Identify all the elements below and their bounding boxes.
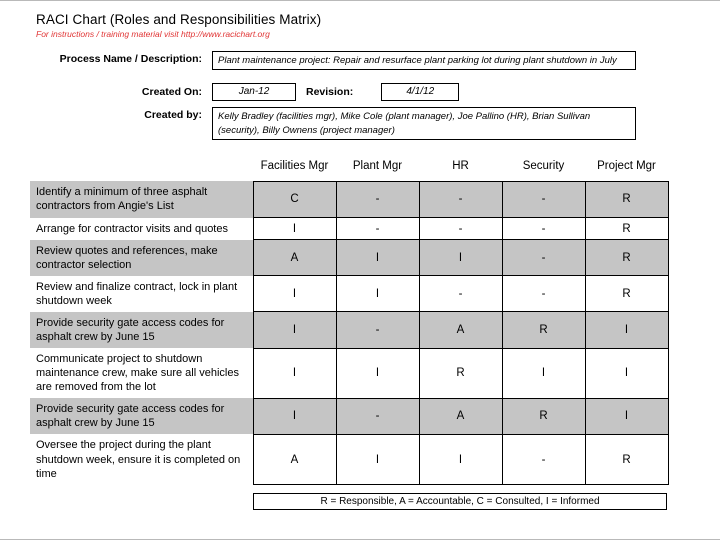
raci-cell: - <box>336 181 419 217</box>
raci-cell: - <box>502 240 585 276</box>
task-label: Review and finalize contract, lock in plant shutdown week <box>36 280 238 307</box>
raci-legend: R = Responsible, A = Accountable, C = Consulted, I = Informed <box>253 493 667 510</box>
task-row <box>30 240 668 276</box>
raci-cell: A <box>253 240 336 276</box>
task-row <box>30 398 668 434</box>
raci-cell: I <box>419 434 502 484</box>
raci-cell: I <box>253 218 336 240</box>
task-row <box>30 434 668 484</box>
raci-cell: - <box>336 398 419 434</box>
raci-cell: - <box>336 218 419 240</box>
raci-cell: I <box>253 312 336 348</box>
raci-cell: I <box>585 348 668 398</box>
raci-cell: R <box>585 181 668 217</box>
raci-cell: I <box>585 312 668 348</box>
task-label: Review quotes and references, make contractor selection <box>30 240 253 276</box>
revision-label: Revision: <box>306 86 354 98</box>
page-title: RACI Chart (Roles and Responsibilities Matrix) <box>36 12 322 27</box>
raci-cell: I <box>253 398 336 434</box>
created-on-row <box>0 83 720 101</box>
task-label: Identify a minimum of three asphalt contractors from Angie's List <box>30 181 253 217</box>
task-label: Provide security gate access codes for asphalt crew by June 15 <box>30 312 253 348</box>
raci-cell: - <box>419 218 502 240</box>
column-header-hr: HR <box>452 159 469 172</box>
process-value-box: Plant maintenance project: Repair and resurface plant parking lot during plant shutdown in July <box>212 51 636 70</box>
instructions-link-text: For instructions / training material visit http://www.racichart.org <box>36 29 270 39</box>
task-row <box>30 181 668 217</box>
created-on-label: Created On: <box>141 86 202 98</box>
task-row <box>30 218 668 240</box>
raci-cell: I <box>336 240 419 276</box>
raci-cell: - <box>502 434 585 484</box>
raci-cell: R <box>585 240 668 276</box>
task-row <box>30 276 668 312</box>
raci-cell: - <box>502 218 585 240</box>
raci-cell: I <box>253 348 336 398</box>
raci-cell: I <box>419 240 502 276</box>
raci-cell: R <box>585 218 668 240</box>
raci-cell: A <box>419 312 502 348</box>
raci-cell: R <box>502 312 585 348</box>
created-by-label: Created by: <box>144 109 202 122</box>
task-label: Arrange for contractor visits and quotes <box>36 222 228 235</box>
task-label: Oversee the project during the plant shutdown week, ensure it is completed on time <box>36 439 241 480</box>
raci-cell: R <box>419 348 502 398</box>
task-label: Communicate project to shutdown maintenance crew, make sure all vehicles are removed from the lot <box>36 353 239 394</box>
raci-cell: C <box>253 181 336 217</box>
task-label: Provide security gate access codes for asphalt crew by June 15 <box>30 398 253 434</box>
raci-cell: - <box>419 181 502 217</box>
column-header-plant-mgr: Plant Mgr <box>352 159 403 172</box>
raci-cell: R <box>502 398 585 434</box>
raci-cell: A <box>419 398 502 434</box>
raci-cell: - <box>502 276 585 312</box>
raci-cell: I <box>336 348 419 398</box>
raci-cell: I <box>502 348 585 398</box>
raci-matrix <box>30 160 669 485</box>
raci-cell: R <box>585 434 668 484</box>
column-header-facilities-mgr: Facilities Mgr <box>260 159 329 172</box>
raci-cell: A <box>253 434 336 484</box>
column-header-project-mgr: Project Mgr <box>597 159 656 172</box>
task-row <box>30 348 668 398</box>
column-header-row <box>30 160 668 182</box>
raci-cell: - <box>502 181 585 217</box>
raci-cell: I <box>336 434 419 484</box>
header-form <box>0 51 720 140</box>
raci-cell: I <box>253 276 336 312</box>
task-row <box>30 312 668 348</box>
created-by-row <box>0 107 720 140</box>
raci-cell: I <box>336 276 419 312</box>
column-header-security: Security <box>522 159 565 172</box>
process-label: Process Name / Description: <box>59 53 202 65</box>
revision-value-box: 4/1/12 <box>381 83 459 101</box>
process-row <box>0 51 720 70</box>
corner-spacer <box>30 160 253 182</box>
raci-cell: - <box>336 312 419 348</box>
raci-cell: I <box>585 398 668 434</box>
raci-cell: R <box>585 276 668 312</box>
raci-cell: - <box>419 276 502 312</box>
created-on-value-box: Jan-12 <box>212 83 296 101</box>
created-by-value-box: Kelly Bradley (facilities mgr), Mike Cole (plant manager), Joe Pallino (HR), Brian Sullivan (security), Billy Ownens (project manager) <box>212 107 636 140</box>
